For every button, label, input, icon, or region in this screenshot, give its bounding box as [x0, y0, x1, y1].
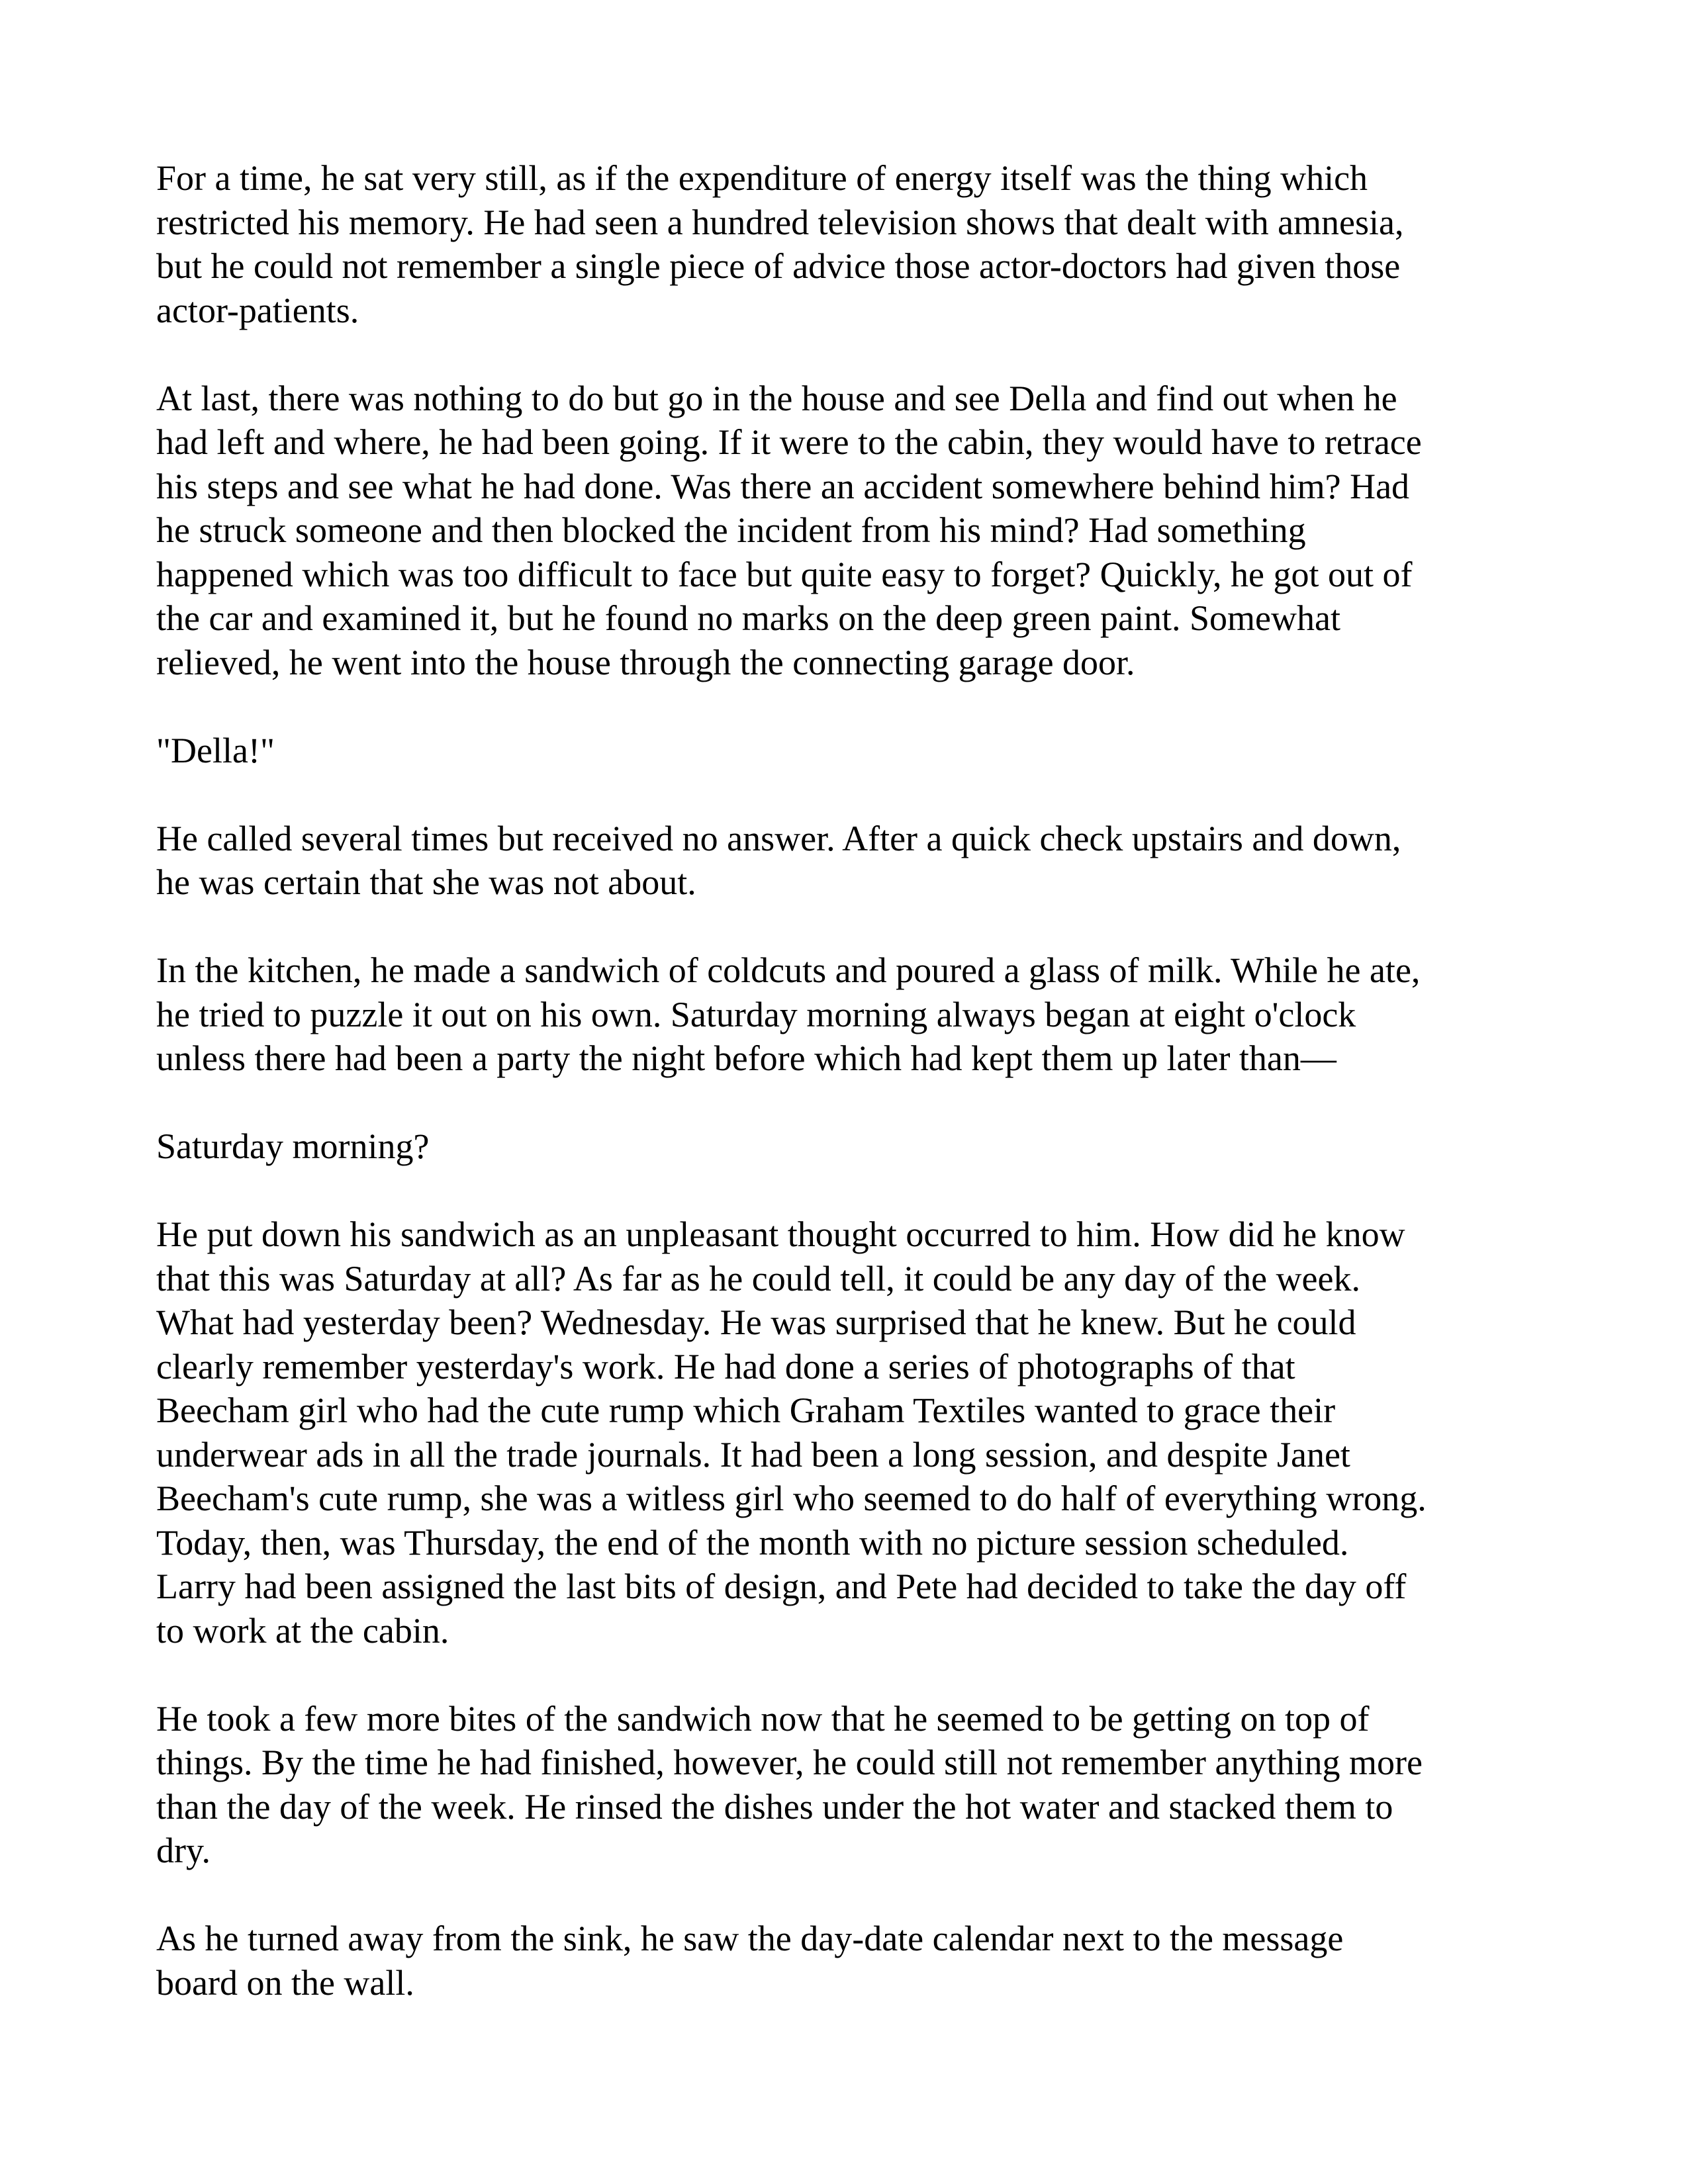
body-text — [156, 156, 1533, 2005]
paragraph-9: As he turned away from the sink, he saw the day-date calendar next to the message board on the wall. — [156, 1919, 1344, 2003]
paragraph-3: "Della!" — [156, 730, 275, 770]
paragraph-1: For a time, he sat very still, as if the expenditure of energy itself was the thing which restricted his memory. He had seen a hundred television shows that dealt with amnesia, but he could not remember a single piece of advice those actor-doctors had given those actor-patients. — [156, 158, 1404, 330]
paragraph-5: In the kitchen, he made a sandwich of coldcuts and poured a glass of milk. While he ate, he tried to puzzle it out on his own. Saturday morning always began at eight o'clock unless there had been a party the night before which had kept them up later than— — [156, 950, 1421, 1078]
paragraph-8: He took a few more bites of the sandwich now that he seemed to be getting on top of things. By the time he had finished, however, he could still not remember anything more than the day of the week. He rinsed the dishes under the hot water and stacked them to dry. — [156, 1698, 1423, 1870]
paragraph-7: He put down his sandwich as an unpleasant thought occurred to him. How did he know that this was Saturday at all? As far as he could tell, it could be any day of the week. What had yesterday been? Wednesday. He was surprised that he knew. But he could clearly remember yesterday's work. He had done a series of photographs of that Beecham girl who had the cute rump which Graham Textiles wanted to grace their underwear ads in all the trade journals. It had been a long session, and despite Janet Beecham's cute rump, she was a witless girl who seemed to do half of everything wrong. Today, then, was Thursday, the end of the month with no picture session scheduled. Larry had been assigned the last bits of design, and Pete had decided to take the day off to work at the cabin. — [156, 1214, 1427, 1651]
paragraph-4: He called several times but received no answer. After a quick check upstairs and down, he was certain that she was not about. — [156, 818, 1401, 902]
paragraph-2: At last, there was nothing to do but go in the house and see Della and find out when he had left and where, he had been going. If it were to the cabin, they would have to retrace his steps and see what he had done. Was there an accident somewhere behind him? Had he struck someone and then blocked the incident from his mind? Had something happened which was too difficult to face but quite easy to forget? Quickly, he got out of the car and examined it, but he found no marks on the deep green paint. Somewhat relieved, he went into the house through the connecting garage door. — [156, 378, 1422, 682]
paragraph-6: Saturday morning? — [156, 1126, 430, 1166]
